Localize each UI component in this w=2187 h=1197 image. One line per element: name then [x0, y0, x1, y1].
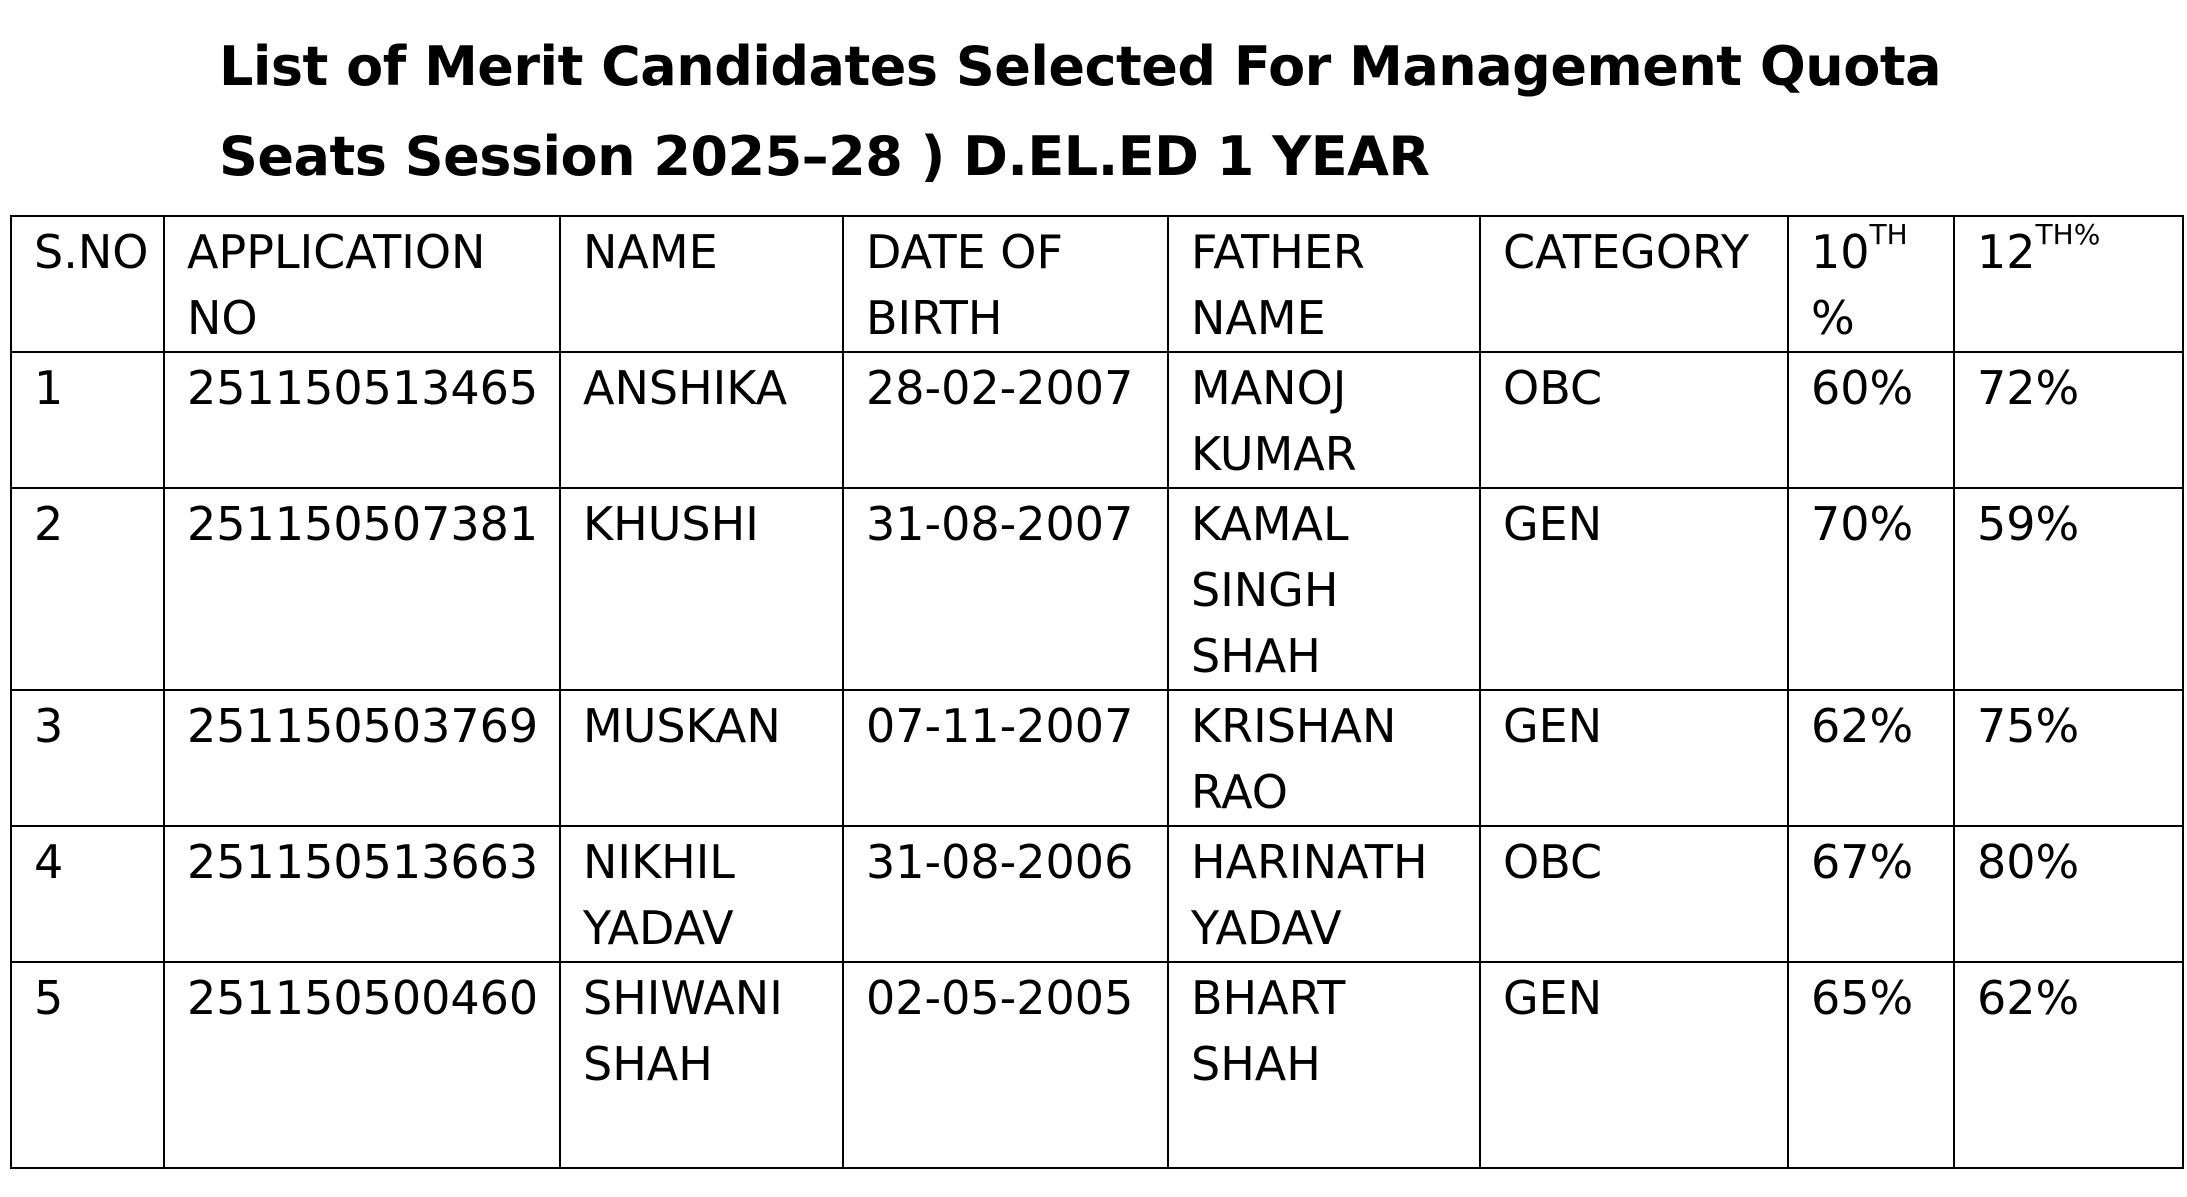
- cell-father-name: MANOJ KUMAR: [1168, 352, 1480, 488]
- cell-father-name: BHART SHAH: [1168, 962, 1480, 1168]
- cell-date-of-birth: 28-02-2007: [843, 352, 1168, 488]
- cell-sno: 1: [11, 352, 164, 488]
- cell-tenth-percent: 67%: [1788, 826, 1954, 962]
- cell-date-of-birth: 31-08-2007: [843, 488, 1168, 690]
- table-row: [11, 488, 2183, 690]
- title-line-1: List of Merit Candidates Selected For Management Quota: [219, 35, 1942, 98]
- cell-date-of-birth: 07-11-2007: [843, 690, 1168, 826]
- cell-date-of-birth: 31-08-2006: [843, 826, 1168, 962]
- cell-category: GEN: [1480, 962, 1788, 1168]
- cell-name: SHIWANI SHAH: [560, 962, 843, 1168]
- cell-category: OBC: [1480, 352, 1788, 488]
- merit-candidates-table: [10, 215, 2184, 1169]
- cell-twelfth-percent: 75%: [1954, 690, 2183, 826]
- cell-twelfth-percent: 80%: [1954, 826, 2183, 962]
- header-category: CATEGORY: [1480, 216, 1788, 352]
- header-application-no: APPLICATION NO: [164, 216, 560, 352]
- table-row: [11, 690, 2183, 826]
- cell-twelfth-percent: 62%: [1954, 962, 2183, 1168]
- cell-name: MUSKAN: [560, 690, 843, 826]
- table-row: [11, 352, 2183, 488]
- cell-category: GEN: [1480, 690, 1788, 826]
- cell-sno: 2: [11, 488, 164, 690]
- cell-application-no: 251150503769: [164, 690, 560, 826]
- table-row: [11, 962, 2183, 1168]
- cell-tenth-percent: 65%: [1788, 962, 1954, 1168]
- cell-application-no: 251150507381: [164, 488, 560, 690]
- cell-application-no: 251150500460: [164, 962, 560, 1168]
- cell-tenth-percent: 60%: [1788, 352, 1954, 488]
- cell-name: NIKHIL YADAV: [560, 826, 843, 962]
- cell-tenth-percent: 70%: [1788, 488, 1954, 690]
- cell-application-no: 251150513663: [164, 826, 560, 962]
- cell-name: ANSHIKA: [560, 352, 843, 488]
- cell-twelfth-percent: 59%: [1954, 488, 2183, 690]
- header-father-name: FATHER NAME: [1168, 216, 1480, 352]
- cell-application-no: 251150513465: [164, 352, 560, 488]
- cell-twelfth-percent: 72%: [1954, 352, 2183, 488]
- cell-sno: 5: [11, 962, 164, 1168]
- cell-tenth-percent: 62%: [1788, 690, 1954, 826]
- cell-sno: 3: [11, 690, 164, 826]
- cell-category: GEN: [1480, 488, 1788, 690]
- cell-sno: 4: [11, 826, 164, 962]
- cell-name: KHUSHI: [560, 488, 843, 690]
- cell-father-name: HARINATH YADAV: [1168, 826, 1480, 962]
- header-twelfth-percent: $12^{TH\%}$: [1954, 216, 2183, 352]
- cell-category: OBC: [1480, 826, 1788, 962]
- cell-father-name: KAMAL SINGH SHAH: [1168, 488, 1480, 690]
- header-sno: S.NO: [11, 216, 164, 352]
- table-row: [11, 826, 2183, 962]
- cell-date-of-birth: 02-05-2005: [843, 962, 1168, 1168]
- header-name: NAME: [560, 216, 843, 352]
- table-header-row: [11, 216, 2183, 352]
- page-title: [219, 22, 1969, 202]
- header-tenth-percent: 10TH %: [1788, 216, 1954, 352]
- header-date-of-birth: DATE OF BIRTH: [843, 216, 1168, 352]
- title-line-2: Seats Session 2025–28 ) D.EL.ED 1 YEAR: [219, 125, 1430, 188]
- cell-father-name: KRISHAN RAO: [1168, 690, 1480, 826]
